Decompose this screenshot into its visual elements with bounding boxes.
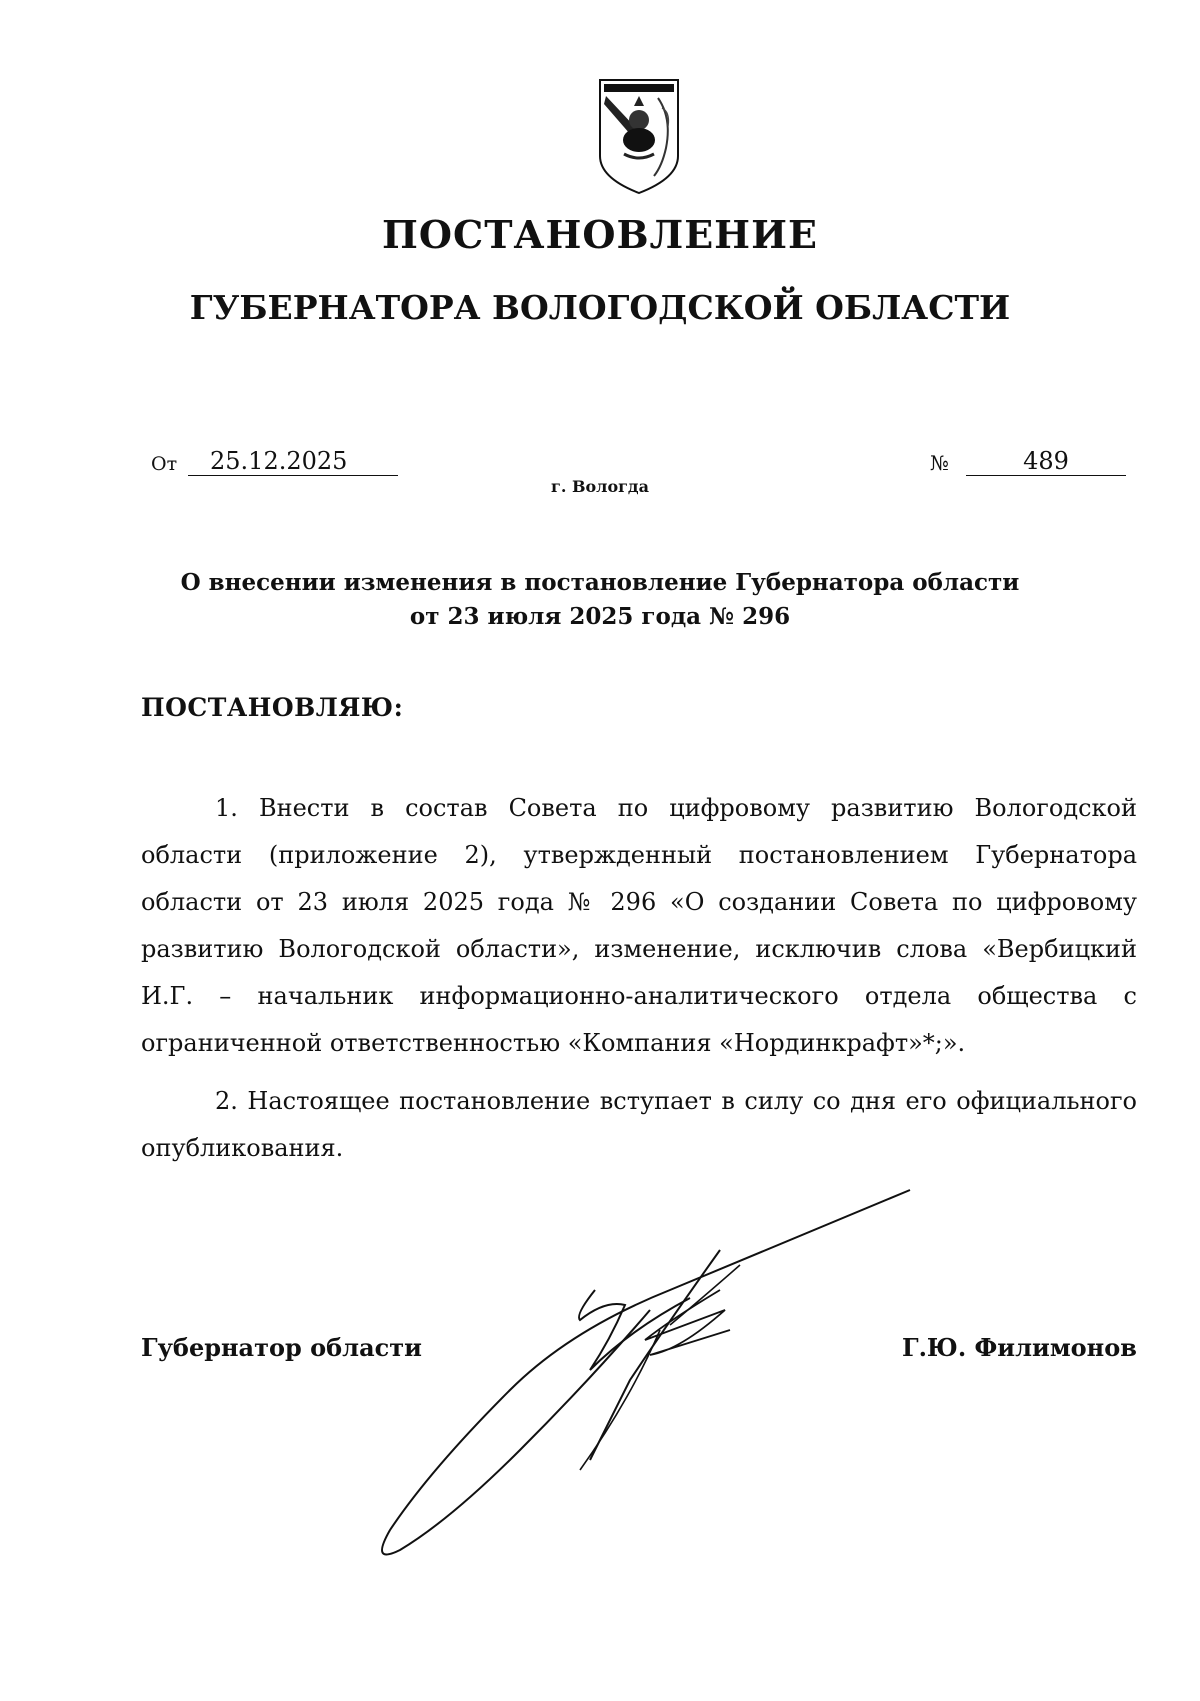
signer-position: Губернатор области bbox=[141, 1333, 422, 1362]
paragraph-2: 2. Настоящее постановление вступает в силу со дня его официального опубликования. bbox=[141, 1087, 1137, 1162]
document-date: 25.12.2025 bbox=[188, 447, 398, 476]
subject-line-1: О внесении изменения в постановление Губернатора области bbox=[180, 569, 1020, 596]
paragraph-1: 1. Внести в состав Совета по цифровому развитию Вологодской области (приложение 2), утвержденный постановлением Губернатора области от 23 июля 2025 года № 296 «О создании Совета по цифровому развитию Вологодской области», изменение, исключив слова «Вербицкий И.Г. – начальник информационно-аналитического отдела общества с ограниченной ответственностью «Компания «Нординкрафт»*;». bbox=[141, 794, 1137, 1057]
coat-of-arms-icon bbox=[596, 78, 682, 196]
signer-name: Г.Ю. Филимонов bbox=[902, 1333, 1137, 1362]
city-label: г. Вологда bbox=[551, 477, 649, 496]
document-type-title: ПОСТАНОВЛЕНИЕ bbox=[382, 212, 818, 257]
number-label: № bbox=[930, 451, 949, 475]
decree-heading: ПОСТАНОВЛЯЮ: bbox=[141, 693, 404, 722]
handwritten-signature bbox=[370, 1180, 930, 1560]
subject-line-2: от 23 июля 2025 года № 296 bbox=[409, 603, 791, 630]
document-subject bbox=[0, 566, 1200, 634]
document-number: 489 bbox=[966, 447, 1126, 476]
date-label: От bbox=[151, 453, 178, 475]
issuer-title: ГУБЕРНАТОРА ВОЛОГОДСКОЙ ОБЛАСТИ bbox=[189, 288, 1011, 327]
